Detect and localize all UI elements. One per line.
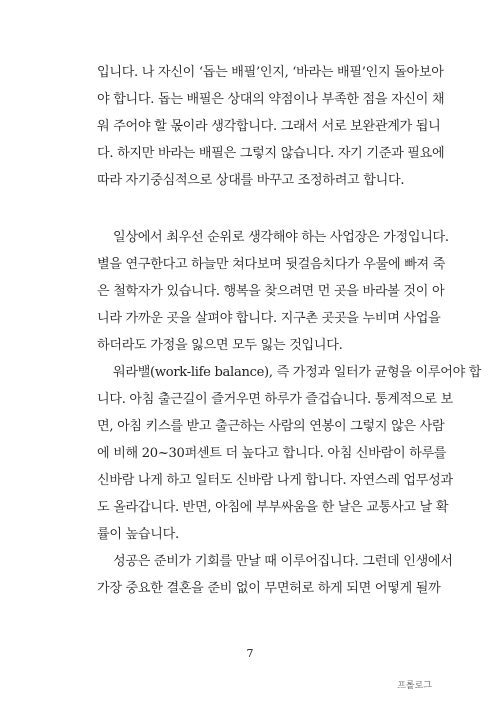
- running-footer: 프롤로그: [397, 681, 432, 691]
- text-line: 성공은 준비가 기회를 만날 때 이루어집니다. 그런데 인생에서: [113, 554, 453, 569]
- text-line: 하더라도 가정을 잃으면 모두 잃는 것입니다.: [97, 338, 343, 353]
- text-line: 에 비해 20~30퍼센트 더 높다고 합니다. 아침 신바람이 하루를: [97, 446, 447, 461]
- text-line: 야 합니다. 돕는 배필은 상대의 약점이나 부족한 점을 자신이 채: [97, 92, 445, 107]
- text-line: 가장 중요한 결혼을 준비 없이 무면허로 하게 되면 어떻게 될까: [97, 581, 441, 596]
- text-line: 다. 하지만 바라는 배필은 그렇지 않습니다. 자기 기준과 필요에: [97, 146, 445, 161]
- text-line: 니라 가까운 곳을 살펴야 합니다. 지구촌 곳곳을 누비며 사업을: [97, 311, 441, 326]
- text-line: 입니다. 나 자신이 ‘돕는 배필’인지, ‘바라는 배필’인지 돌아보아: [97, 65, 444, 80]
- text-line: 워 주어야 할 몫이라 생각합니다. 그래서 서로 보완관계가 됩니: [97, 119, 441, 134]
- text-line: 률이 높습니다.: [97, 527, 179, 542]
- text-line: 일상에서 최우선 순위로 생각해야 하는 사업장은 가정입니다.: [113, 230, 449, 245]
- text-line: 워라밸(work-life balance), 즉 가정과 일터가 균형을 이루어야 합: [113, 365, 482, 380]
- page-number: 7: [246, 647, 254, 660]
- text-line: 별을 연구한다고 하늘만 쳐다보며 뒷걸음치다가 우물에 빠져 죽: [97, 257, 446, 272]
- text-line: 면, 아침 키스를 받고 출근하는 사람의 연봉이 그렇지 않은 사람: [97, 419, 445, 434]
- text-line: 은 철학자가 있습니다. 행복을 찾으려면 먼 곳을 바라볼 것이 아: [97, 284, 445, 299]
- text-line: 도 올라갑니다. 반면, 아침에 부부싸움을 한 날은 교통사고 날 확: [97, 500, 449, 515]
- text-line: 신바람 나게 하고 일터도 신바람 나게 합니다. 자연스레 업무성과: [97, 473, 453, 488]
- text-line: 따라 자기중심적으로 상대를 바꾸고 조정하려고 합니다.: [97, 173, 405, 188]
- text-line: 니다. 아침 출근길이 즐거우면 하루가 즐겁습니다. 통계적으로 보: [97, 392, 453, 407]
